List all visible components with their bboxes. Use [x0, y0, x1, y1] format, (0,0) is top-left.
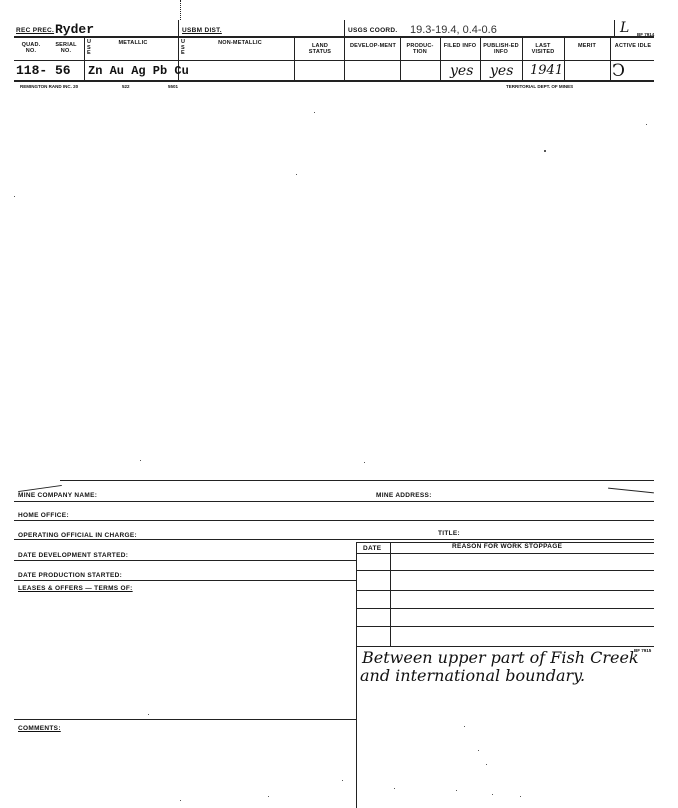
- date-development-started-label: DATE DEVELOPMENT STARTED:: [18, 552, 129, 559]
- comments-label: COMMENTS:: [18, 725, 61, 732]
- top-form-code: BF 7914: [637, 32, 655, 37]
- scan-speck: [180, 800, 181, 801]
- footer-printer: REMINGTON RAND INC. 20: [20, 84, 79, 89]
- hdr-non-metallic: NON-METALLIC: [218, 40, 262, 46]
- hdr-active-idle: ACTIVE IDLE: [614, 43, 652, 49]
- rule-official: [14, 539, 654, 540]
- card-top-edge: [60, 480, 654, 481]
- date-production-started-label: DATE PRODUCTION STARTED:: [18, 572, 123, 579]
- scan-speck: [492, 794, 493, 795]
- hdr-published-info: PUBLISH-ED INFO: [483, 43, 519, 55]
- metallic-value: Zn Au Ag Pb Cu: [88, 64, 189, 78]
- hdr-quad-no: QUAD. NO.: [21, 42, 41, 54]
- card-corner-stroke-right: [608, 488, 654, 494]
- scan-speck: [456, 790, 457, 791]
- col-sep-filed: [440, 36, 441, 80]
- scan-speck: [364, 462, 365, 463]
- hdr-development: DEVELOP-MENT: [349, 43, 397, 49]
- scan-speck: [478, 750, 479, 751]
- date-column-header: DATE: [363, 545, 382, 552]
- stoppage-row-3: [356, 608, 654, 609]
- last-visited-value: 1941: [530, 63, 564, 78]
- rule-comments: [14, 719, 356, 720]
- hdr-serial-no: SERIAL NO.: [55, 42, 77, 54]
- handwritten-note-line-2: and international boundary.: [360, 666, 586, 685]
- col-sep-published: [480, 36, 481, 80]
- footer-code-1: 522: [122, 84, 130, 89]
- mine-company-name-label: MINE COMPANY NAME:: [18, 492, 98, 499]
- rule-dev-started: [14, 560, 356, 561]
- stoppage-table-left: [356, 542, 357, 808]
- scan-speck: [140, 460, 141, 461]
- hdr-last-visited: LAST VISITED: [531, 43, 555, 55]
- hdr-production: PRODUC-TION: [406, 43, 434, 55]
- home-office-label: HOME OFFICE:: [18, 512, 69, 519]
- col-sep-metallic: [84, 36, 85, 80]
- handwritten-note-line-1: Between upper part of Fish Creek: [362, 648, 639, 667]
- mine-address-label: MINE ADDRESS:: [376, 492, 432, 499]
- stoppage-row-2: [356, 590, 654, 591]
- stoppage-date-sep: [390, 542, 391, 646]
- scan-speck: [314, 112, 315, 113]
- col-sep-active: [610, 36, 611, 80]
- col-sep-merit: [564, 36, 565, 80]
- col-sep-last-visited: [522, 36, 523, 80]
- scan-speck: [14, 196, 15, 197]
- hdr-metallic: METALLIC: [118, 40, 148, 46]
- rec-prec-value: Ryder: [55, 22, 95, 37]
- active-idle-value: Ↄ: [612, 61, 626, 81]
- rec-prec-label: REC PREC.: [16, 27, 55, 34]
- stoppage-row-5: [356, 646, 654, 647]
- scan-speck: [268, 796, 269, 797]
- scan-speck: [296, 174, 297, 175]
- footer-dept: TERRITORIAL DEPT. OF MINES: [506, 84, 574, 89]
- usgs-coord-value: 19.3-19.4, 0.4-0.6: [410, 24, 497, 36]
- col-sep-production: [400, 36, 401, 80]
- scan-speck: [646, 124, 647, 125]
- operating-official-label: OPERATING OFFICIAL IN CHARGE:: [18, 532, 137, 539]
- published-info-value: yes: [490, 63, 514, 79]
- scan-speck: [486, 764, 487, 765]
- hdr-filed-info: FILED INFO: [443, 43, 477, 49]
- leases-offers-label: LEASES & OFFERS — TERMS OF:: [18, 585, 133, 592]
- col-sep-land: [344, 20, 345, 80]
- top-rule-2: [14, 60, 654, 61]
- stoppage-row-1: [356, 570, 654, 571]
- scan-speck: [520, 796, 521, 797]
- scan-speck: [342, 780, 343, 781]
- rule-prod-started: [14, 580, 356, 581]
- filed-info-value: yes: [450, 63, 474, 79]
- card-corner-stroke: [18, 485, 62, 492]
- rule-home-office: [14, 520, 654, 521]
- scan-speck: [148, 714, 149, 715]
- bottom-form-code: BF 7915: [634, 648, 652, 653]
- hdr-use-metallic: U S E: [87, 39, 91, 56]
- reason-column-header: REASON FOR WORK STOPPAGE: [452, 543, 563, 550]
- usgs-coord-label: USGS COORD.: [348, 27, 398, 34]
- scan-speck: [544, 150, 546, 152]
- hdr-merit: MERIT: [577, 43, 597, 49]
- col-sep-corner: [614, 20, 615, 36]
- title-label: TITLE:: [438, 530, 461, 537]
- hdr-use-non-metallic: U S E: [181, 39, 185, 56]
- usbm-dist-label: USBM DIST.: [182, 27, 222, 34]
- footer-code-2: 5501: [168, 84, 179, 89]
- scan-speck: [394, 788, 395, 789]
- dotted-guide: [180, 0, 181, 20]
- top-rule-3: [14, 80, 654, 82]
- stoppage-header-rule: [356, 553, 654, 554]
- corner-mark: L: [620, 20, 630, 36]
- col-sep-land-status: [294, 36, 295, 80]
- hdr-land-status: LAND STATUS: [308, 43, 332, 55]
- top-rule-1: [14, 36, 654, 38]
- quad-serial-value: 118- 56: [16, 63, 71, 78]
- stoppage-row-4: [356, 626, 654, 627]
- rule-company: [14, 501, 654, 502]
- scan-speck: [464, 726, 465, 727]
